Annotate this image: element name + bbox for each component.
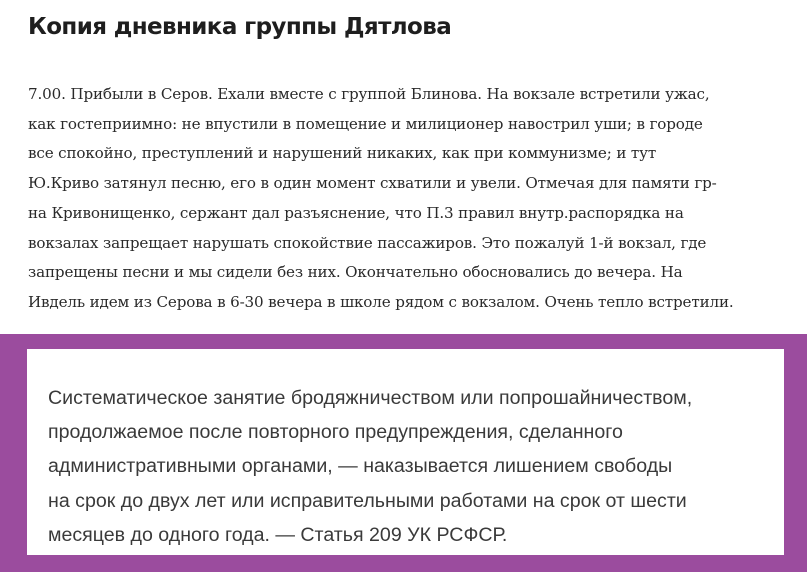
diary-line: запрещены песни и мы сидели без них. Окончательно обосновались до вечера. На [28,263,683,282]
diary-line: Ю.Криво затянул песню, его в один момент схватили и увели. Отмечая для памяти гр- [28,174,717,193]
diary-line: на Кривонищенко, сержант дал разъяснение, что П.3 правил внутр.распорядка на [28,203,684,222]
diary-line: 7.00. Прибыли в Серов. Ехали вместе с группой Блинова. На вокзале встретили ужас, [28,85,710,103]
diary-line: как гостеприимно: не впустили в помещение и милиционер навострил уши; в городе [28,114,703,133]
quote-box [27,349,784,555]
diary-line: все спокойно, преступлений и нарушений никаких, как при коммунизме; и тут [28,144,657,163]
quote-band [0,334,807,572]
law-quote [48,381,692,552]
quote-line: продолжаемое после повторного предупреждения, сделанного [48,421,623,444]
diary-paragraph [28,80,803,318]
diary-line: вокзалах запрещает нарушать спокойствие пассажиров. Это пожалуй 1-й вокзал, где [28,233,707,252]
quote-line: месяцев до одного года. — Статья 209 УК РСФСР. [48,523,508,546]
quote-line: административными органами, — наказывается лишением свободы [48,455,673,478]
page-title: Копия дневника группы Дятлова [28,14,452,40]
diary-line: Ивдель идем из Серова в 6-30 вечера в школе рядом с вокзалом. Очень тепло встретили. [28,292,734,311]
quote-line: Систематическое занятие бродяжничеством или попрошайничеством, [48,387,693,409]
quote-line: на срок до двух лет или исправительными работами на срок от шести [48,489,687,512]
